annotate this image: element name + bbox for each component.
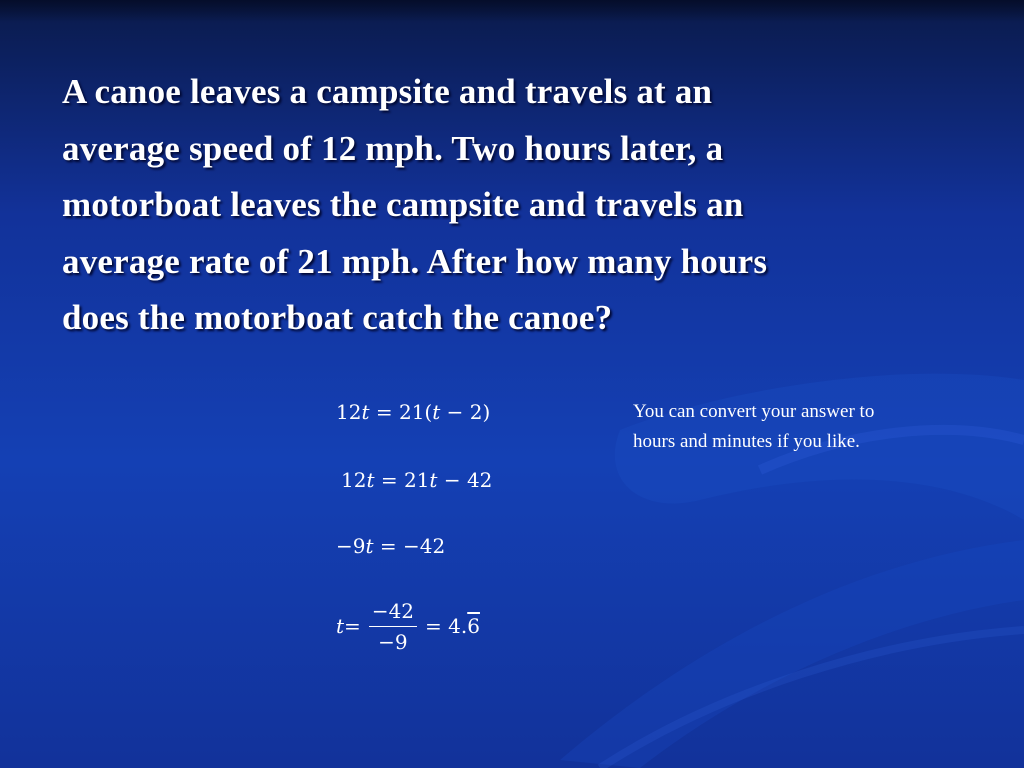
eq3-rhs: = −42 — [373, 534, 446, 558]
eq2-lhs-coef: 12 — [341, 468, 367, 492]
eq2-rhs-var: t — [429, 468, 438, 492]
eq2-rhs-post: − 42 — [437, 468, 493, 492]
eq1-rhs-post: − 2) — [440, 400, 491, 424]
eq4-equals: = — [344, 614, 361, 638]
problem-text: A canoe leaves a campsite and travels at an average speed of 12 mph. Two hours later, a motorboat leaves the campsite and travels an average rate of 21 mph. After how many hours does the motorboat catch the canoe? — [62, 72, 768, 337]
eq4-repeating-digit: 6 — [467, 614, 480, 638]
eq2-lhs-var: t — [366, 468, 375, 492]
eq4-var: t — [336, 614, 345, 638]
equation-1 — [336, 400, 490, 424]
eq1-lhs-var: t — [361, 400, 370, 424]
eq4-result: = 4. — [425, 614, 468, 638]
eq1-rhs-var: t — [432, 400, 441, 424]
eq3-lhs-var: t — [365, 534, 374, 558]
equation-3 — [336, 534, 445, 558]
eq4-numerator: −42 — [369, 598, 417, 627]
eq4-fraction — [369, 598, 417, 655]
eq4-denominator: −9 — [378, 629, 408, 654]
eq1-rhs-pre: = 21( — [369, 400, 433, 424]
eq2-rhs-pre: = 21 — [374, 468, 430, 492]
equation-2 — [341, 468, 492, 492]
equation-4 — [336, 594, 480, 658]
eq3-lhs-coef: −9 — [336, 534, 366, 558]
eq1-lhs-coef: 12 — [336, 400, 362, 424]
conversion-note: You can convert your answer to hours and minutes if you like. — [633, 401, 875, 452]
